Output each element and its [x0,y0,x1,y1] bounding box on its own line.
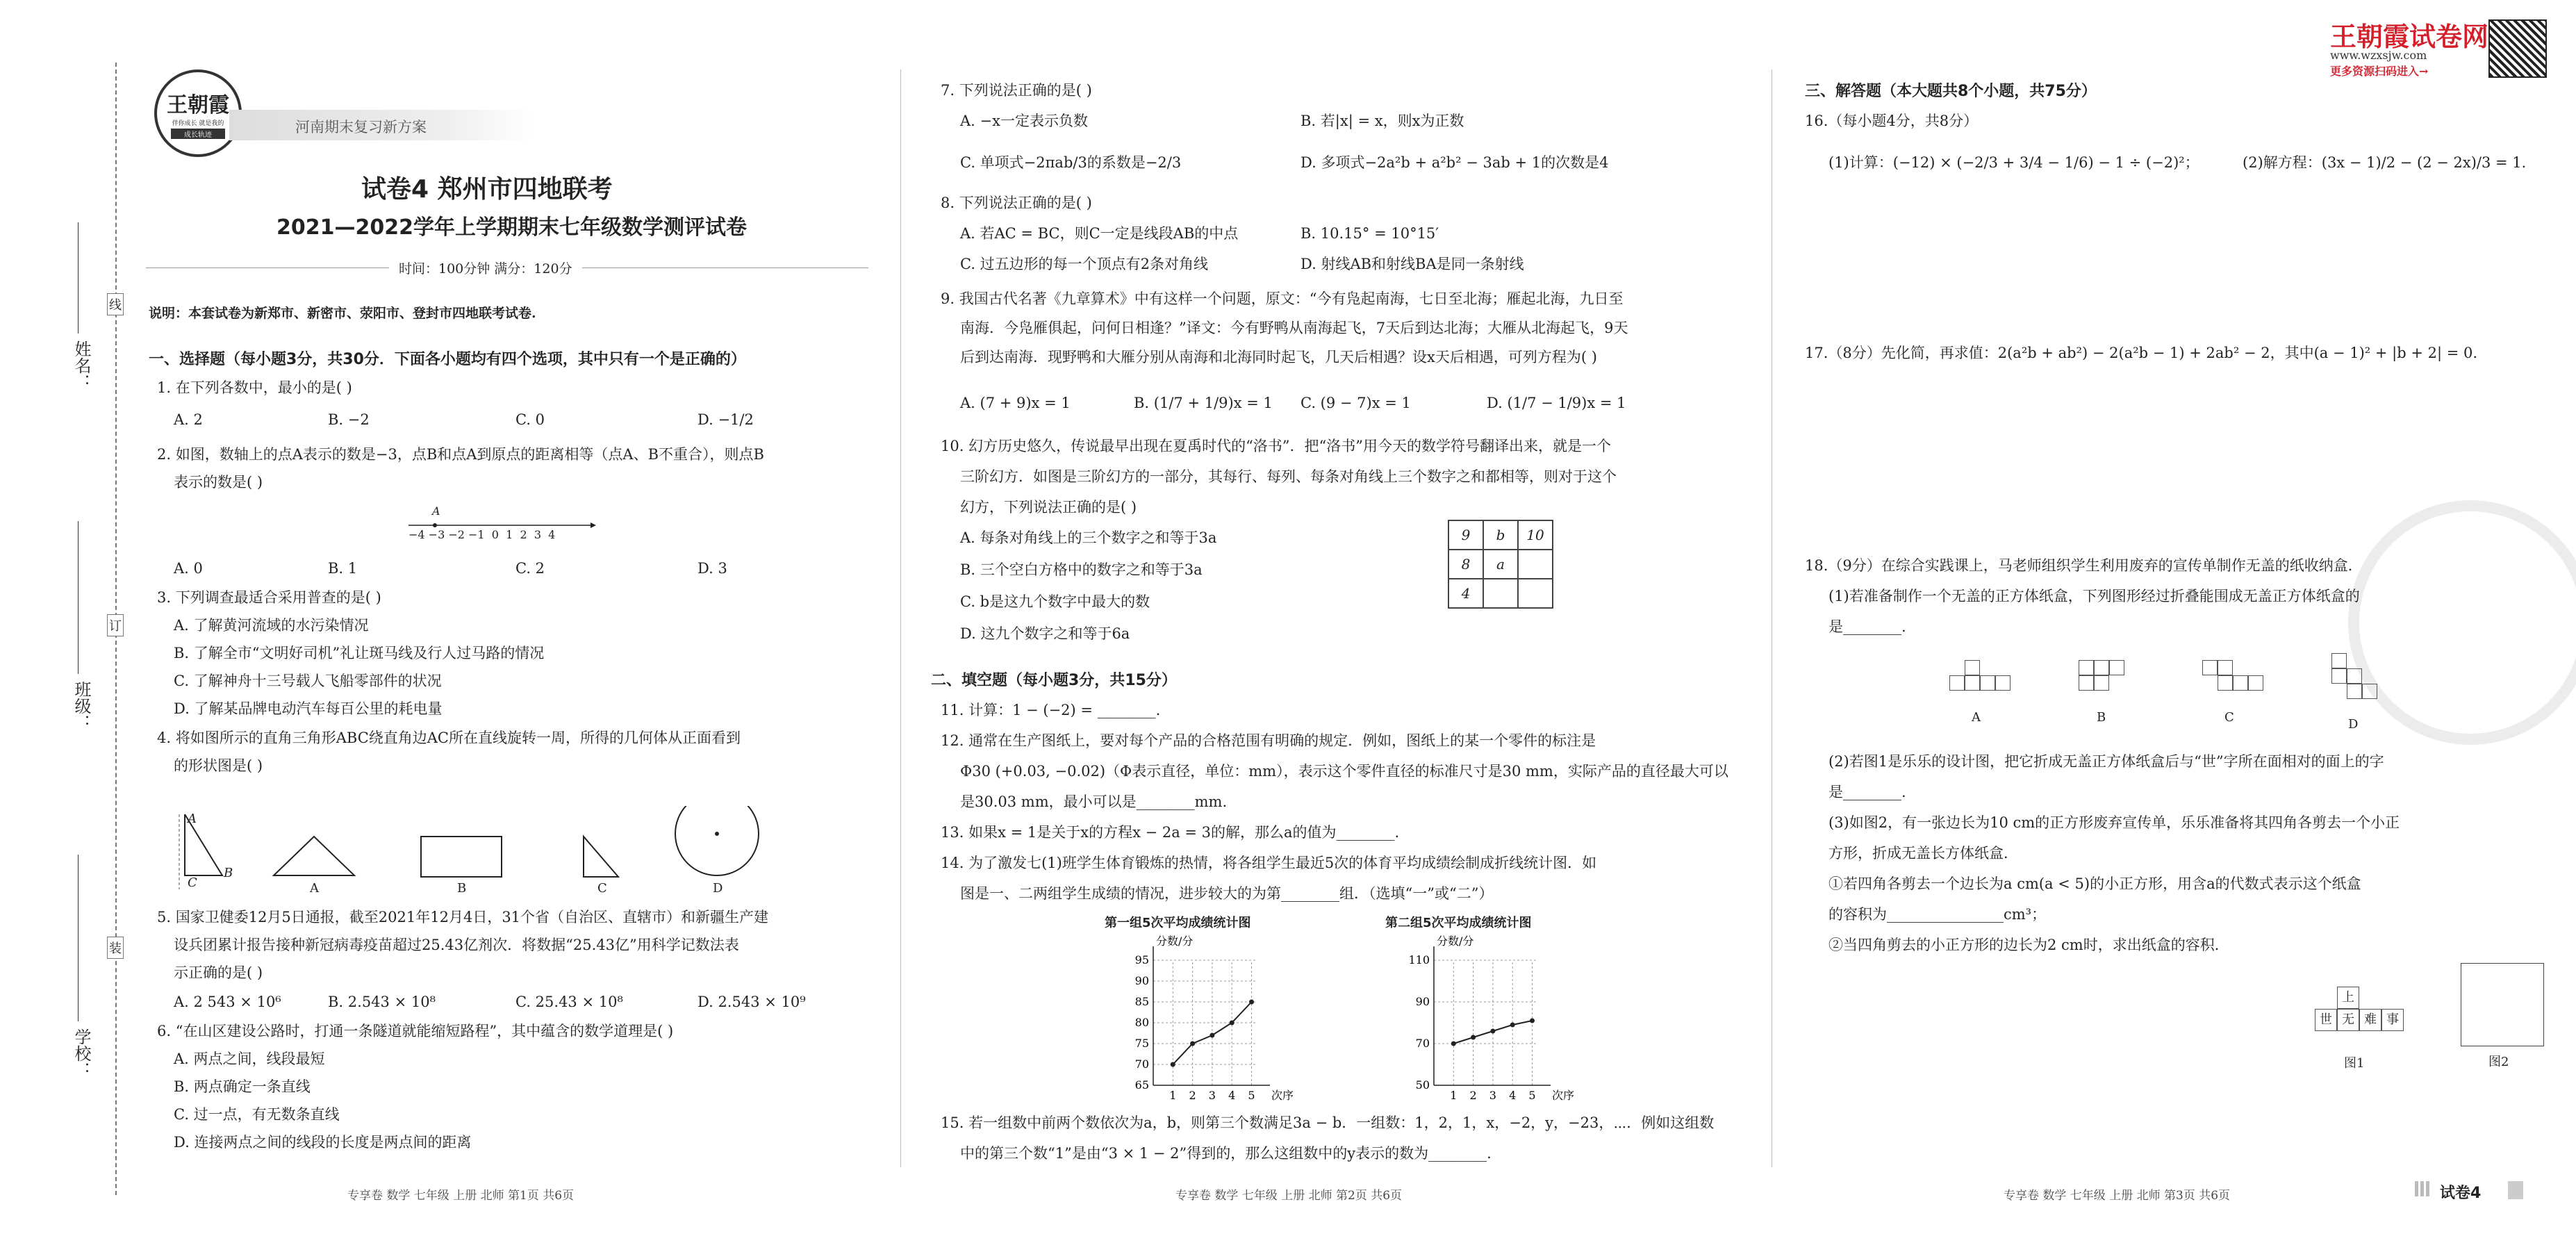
q5-stem3: 示正确的是( ) [174,964,263,981]
net-a-square [1980,675,1995,691]
y-tick-label: 80 [1134,1016,1149,1029]
x-tick-label: 3 [1208,1089,1216,1102]
q5-option-b: B. 2.543 × 10⁸ [328,994,436,1010]
q18-line5: 是________. [1828,784,1906,800]
number-line-ticks: −4 −3 −2 −1 0 1 2 3 4 [408,528,556,541]
net-b-square [2094,660,2109,675]
magic-cell [1518,550,1553,579]
q16-part2: (2)解方程：(3x − 1)/2 − (2 − 2x)/3 = 1. [2243,154,2527,171]
magic-cell: a [1483,550,1518,579]
y-tick-label: 50 [1415,1078,1430,1092]
chart-group2 [1385,913,1615,1114]
x-tick-label: 1 [1450,1089,1458,1102]
y-axis-label: 分数/分 [1437,935,1474,948]
magic-cell: 8 [1448,550,1483,579]
q14-line1: 14. 为了激发七(1)班学生体育锻炼的热情，将各组学生最近5次的体育平均成绩绘制成折线统计图．如 [941,855,1597,871]
q4-figures-svg [174,806,799,896]
class-label: 班级： [72,681,91,731]
q18-line2: (1)若准备制作一个无盖的正方体纸盒，下列图形经过折叠能围成无盖正方体纸盒的 [1828,588,2360,604]
net-c-square [2218,660,2233,675]
cube-nets [1945,653,2376,743]
q8-stem: 8. 下列说法正确的是( ) [941,195,1092,211]
number-line-point-a: A [432,504,440,518]
qr-code-icon[interactable] [2488,19,2547,78]
net-label-d: D [2348,717,2359,732]
x-tick-label: 4 [1509,1089,1517,1102]
net-label-c: C [2224,710,2234,725]
q9-stem3: 后到达南海．现野鸭和大雁分别从南海和北海同时起飞，几天后相遇？设x天后相遇，可列方程为( ) [960,349,1597,365]
x-tick-label: 5 [1248,1089,1255,1102]
q5-option-c: C. 25.43 × 10⁸ [515,994,623,1010]
fig2-label: 图2 [2488,1055,2509,1069]
q10-stem3: 幻方，下列说法正确的是( ) [960,499,1137,516]
magic-cell [1483,579,1518,608]
q18-line9: 的容积为________________cm³； [1828,906,2047,923]
data-point [1190,1042,1195,1046]
chart1-title: 第一组5次平均成绩统计图 [1105,916,1251,930]
q12-line1: 12. 通常在生产图纸上，要对每个产品的合格范围有明确的规定．例如，图纸上的某一个零件的标注是 [941,732,1596,749]
fig1-cell: 难 [2359,1009,2381,1031]
fig1-cell: 上 [2337,987,2359,1009]
logo-text: 王朝霞 [167,93,229,117]
q4-option-d: D [713,881,723,896]
net-c-square [2233,675,2248,691]
q10-option-c: C. b是这九个数字中最大的数 [960,593,1150,610]
magic-cell [1518,579,1553,608]
section2-heading: 二、填空题（每小题3分，共15分） [931,672,1177,689]
y-tick-label: 70 [1415,1037,1430,1050]
section3-heading: 三、解答题（本大题共8个小题，共75分） [1805,83,2097,100]
x-tick-label: 3 [1489,1089,1496,1102]
q4-option-a: A [310,881,319,896]
footer-page1: 专享卷 数学 七年级 上册 北师 第1页 共6页 [347,1189,575,1203]
margin-mark-xian: 线 [107,293,124,315]
chart2-svg [1385,932,1615,1113]
q4-option-b: B [457,881,467,896]
q18-line3: 是________. [1828,618,1906,635]
footer-page2: 专享卷 数学 七年级 上册 北师 第2页 共6页 [1175,1189,1403,1203]
q4-label-a: A [188,812,197,826]
x-tick-label: 2 [1189,1089,1196,1102]
data-point [1171,1062,1175,1067]
q15-line1: 15. 若一组数中前两个数依次为a，b，则第三个数满足3a − b．一组数：1，2，1，x，−2，y，−23，⋯．例如这组数 [941,1114,1715,1131]
q7-option-c: C. 单项式−2πab/3的系数是−2/3 [960,154,1182,171]
q7-option-a: A. −x一定表示负数 [960,113,1088,129]
q12-line3: 是30.03 mm，最小可以是________mm. [960,793,1228,810]
y-tick-label: 85 [1134,995,1149,1008]
q7-stem: 7. 下列说法正确的是( ) [941,82,1092,99]
data-point [1530,1019,1535,1023]
fig1-cell: 无 [2337,1009,2359,1031]
data-point [1230,1021,1235,1026]
q6-stem: 6. “在山区建设公路时，打通一条隧道就能缩短路程”，其中蕴含的数学道理是( ) [157,1023,674,1039]
net-d-square [2347,684,2362,699]
net-b-square [2109,660,2124,675]
q4-figures [174,806,799,896]
q17: 17.（8分）先化简，再求值：2(a²b + ab²) − 2(a²b − 1) + 2ab² − 2，其中(a − 1)² + |b + 2| = 0. [1805,345,2478,361]
q16-part1: (1)计算：(−12) × (−2/3 + 3/4 − 1/6) − 1 ÷ (−2)²； [1828,154,2199,171]
x-tick-label: 1 [1169,1089,1177,1102]
q5-option-d: D. 2.543 × 10⁹ [697,994,806,1010]
q2-stem2: 表示的数是( ) [174,474,263,491]
q18-line1: 18.（9分）在综合实践课上，马老师组织学生利用废弃的宣传单制作无盖的纸收纳盒． [1805,557,2363,574]
q6-option-a: A. 两点之间，线段最短 [174,1051,325,1067]
magic-square [1448,520,1553,609]
q10-stem2: 三阶幻方．如图是三阶幻方的一部分，其每行、每列、每条对角线上三个数字之和都相等，则对于这个 [960,468,1617,485]
net-a-square [1965,660,1980,675]
net-label-b: B [2097,710,2106,725]
q10-stem1: 10. 幻方历史悠久，传说最早出现在夏禹时代的“洛书”．把“洛书”用今天的数学符号翻译出来，就是一个 [941,438,1612,454]
q2-option-a: A. 0 [174,560,203,577]
q16-stem: 16.（每小题4分，共8分） [1805,113,1979,129]
q13: 13. 如果x = 1是关于x的方程x − 2a = 3的解，那么a的值为________. [941,824,1400,841]
paper-subtitle: 2021—2022学年上学期期末七年级数学测评试卷 [276,215,747,240]
q9-option-b: B. (1/7 + 1/9)x = 1 [1134,395,1273,411]
q6-option-b: B. 两点确定一条直线 [174,1078,311,1095]
q3-option-d: D. 了解某品牌电动汽车每百公里的耗电量 [174,700,443,717]
q18-line7: 方形，折成无盖长方体纸盒． [1828,845,2018,862]
q9-option-d: D. (1/7 − 1/9)x = 1 [1487,395,1626,411]
q2-option-d: D. 3 [697,560,727,577]
magic-cell: 9 [1448,520,1483,550]
q6-option-c: C. 过一点，有无数条直线 [174,1106,340,1123]
school-label: 学校： [72,1028,91,1078]
x-tick-label: 5 [1528,1089,1536,1102]
footer-tag: 试卷4 [2440,1185,2482,1202]
q5-option-a: A. 2 543 × 10⁶ [174,994,281,1010]
y-tick-label: 95 [1134,953,1149,966]
brand-tagline: 更多资源扫码进入→ [2330,65,2429,78]
margin-mark-zhuang: 装 [107,937,124,959]
q10-option-b: B. 三个空白方格中的数字之和等于3a [960,561,1203,578]
q3-option-c: C. 了解神舟十三号载人飞船零部件的状况 [174,673,442,689]
q7-option-d: D. 多项式−2a²b + a²b² − 3ab + 1的次数是4 [1301,154,1609,171]
q7-option-b: B. 若|x| = x，则x为正数 [1301,113,1464,129]
net-c-square [2248,675,2263,691]
footer-page3: 专享卷 数学 七年级 上册 北师 第3页 共6页 [2004,1189,2231,1203]
chart2-title: 第二组5次平均成绩统计图 [1385,916,1532,930]
y-tick-label: 70 [1134,1057,1149,1071]
chart-group1 [1105,913,1334,1114]
brand-name: 王朝霞试卷网 [2330,22,2489,52]
net-a-square [1949,675,1965,691]
data-point [1451,1042,1456,1046]
data-point [1471,1035,1476,1040]
logo-sub2: 成长轨迹 [171,129,225,139]
chart1-svg [1105,932,1334,1113]
y-tick-label: 65 [1134,1078,1149,1092]
q1-option-c: C. 0 [515,411,545,428]
net-a-square [1995,675,2011,691]
q9-option-c: C. (9 − 7)x = 1 [1301,395,1411,411]
paper-title: 试卷4 郑州市四地联考 [361,175,613,204]
q3-stem: 3. 下列调查最适合采用普查的是( ) [157,589,381,606]
x-tick-label: 4 [1228,1089,1236,1102]
q1-option-d: D. −1/2 [697,411,754,428]
brand-url[interactable]: www.wzxsjw.com [2330,49,2427,62]
data-point [1249,1000,1254,1005]
q1-option-a: A. 2 [174,411,203,428]
data-point [1490,1029,1495,1034]
q4-stem2: 的形状图是( ) [174,757,263,774]
q18-line4: (2)若图1是乐乐的设计图，把它折成无盖正方体纸盒后与“世”字所在面相对的面上的字 [1828,753,2384,770]
note: 说明：本套试卷为新郑市、新密市、荥阳市、登封市四地联考试卷. [149,306,536,321]
logo-sub1: 伴你成长 就是我的 [172,120,224,127]
net-d-square [2362,684,2377,699]
q6-option-d: D. 连接两点之间的线段的长度是两点间的距离 [174,1134,472,1151]
fig1-cell: 世 [2315,1009,2337,1031]
q3-option-b: B. 了解全市“文明好司机”礼让斑马线及行人过马路的情况 [174,645,545,661]
q5-stem1: 5. 国家卫健委12月5日通报，截至2021年12月4日，31个省（自治区、直辖市）和新疆生产建 [157,909,769,925]
q18-line6: (3)如图2，有一张边长为10 cm的正方形废弃宣传单，乐乐准备将其四角各剪去一个小正 [1828,814,2400,831]
section1-heading: 一、选择题（每小题3分，共30分．下面各小题均有四个选项，其中只有一个是正确的） [149,351,746,368]
q2-stem1: 2. 如图，数轴上的点A表示的数是−3，点B和点A到原点的距离相等（点A、B不重合），则点B [157,446,764,463]
footer-deco [2415,1181,2430,1196]
data-point [1209,1033,1214,1038]
q18-line8: ①若四角各剪去一个边长为a cm(a < 5)的小正方形，用含a的代数式表示这个纸盒 [1828,875,2361,892]
figure1 [2311,987,2422,1070]
net-a-square [1965,675,1980,691]
net-c-square [2202,660,2218,675]
y-axis-label: 分数/分 [1156,935,1194,948]
q4-label-c: C [188,875,197,890]
watermark-seal [2348,500,2576,745]
q2-option-c: C. 2 [515,560,545,577]
q9-stem1: 9. 我国古代名著《九章算术》中有这样一个问题，原文：“今有凫起南海，七日至北海；雁起北海，九日至 [941,290,1624,307]
q4-label-b: B [224,866,233,880]
magic-cell: 10 [1518,520,1553,550]
q8-option-b: B. 10.15° = 10°15′ [1301,225,1439,242]
net-d-square [2331,668,2347,684]
fig1-label: 图1 [2344,1056,2365,1071]
q10-option-d: D. 这九个数字之和等于6a [960,625,1130,642]
time-line: 时间：100分钟 满分：120分 [389,258,582,277]
banner-text: 河南期末复习新方案 [295,119,427,135]
q4-stem1: 4. 将如图所示的直角三角形ABC绕直角边AC所在直线旋转一周，所得的几何体从正面看到 [157,730,741,746]
q18-line10: ②当四角剪去的小正方形的边长为2 cm时，求出纸盒的容积． [1828,937,2229,953]
net-b-square [2079,660,2094,675]
banner [229,110,535,140]
q14-line2: 图是一、二两组学生成绩的情况，进步较大的为第________组．（选填“一”或“二”） [960,885,1494,902]
q1-stem: 1. 在下列各数中，最小的是( ) [157,379,352,396]
q8-option-a: A. 若AC = BC，则C一定是线段AB的中点 [960,225,1239,242]
q2-option-b: B. 1 [328,560,358,577]
q1-option-b: B. −2 [328,411,370,428]
net-d-square [2331,653,2347,668]
fig1-cell: 事 [2381,1009,2404,1031]
q12-line2: Φ30 (+0.03, −0.02)（Φ表示直径，单位：mm），表示这个零件直径的标准尺寸是30 mm，实际产品的直径最大可以 [960,763,1728,780]
x-axis-label: 次序 [1271,1089,1294,1102]
column-divider-1 [900,69,901,1167]
y-tick-label: 110 [1408,953,1430,966]
magic-cell: 4 [1448,579,1483,608]
q15-line2: 中的第三个数“1”是由“3 × 1 − 2”得到的，那么这组数中的y表示的数为________. [960,1145,1492,1162]
q8-option-d: D. 射线AB和射线BA是同一条射线 [1301,256,1524,272]
y-tick-label: 90 [1415,995,1430,1008]
x-tick-label: 2 [1469,1089,1477,1102]
number-line [408,504,596,542]
q9-stem2: 南海．今凫雁俱起，问何日相逢？”译文：今有野鸭从南海起飞，7天后到达北海；大雁从北海起飞，9天 [960,320,1628,336]
y-tick-label: 90 [1134,974,1149,987]
q10-option-a: A. 每条对角线上的三个数字之和等于3a [960,529,1217,546]
q8-option-c: C. 过五边形的每一个顶点有2条对角线 [960,256,1209,272]
magic-cell: b [1483,520,1518,550]
y-tick-label: 75 [1134,1037,1149,1050]
q11: 11. 计算：1 − (−2) = ________. [941,702,1161,718]
net-b-square [2079,675,2094,691]
figure2 [2461,963,2550,1074]
margin-mark-ding: 订 [107,614,124,636]
q4-option-c: C [597,881,607,896]
q9-option-a: A. (7 + 9)x = 1 [960,395,1071,411]
name-underline [78,222,79,334]
class-underline [78,521,79,674]
q3-option-a: A. 了解黄河流域的水污染情况 [174,617,369,634]
net-c-square [2218,675,2233,691]
net-d-square [2347,668,2362,684]
net-b-square [2094,675,2109,691]
x-axis-label: 次序 [1552,1089,1575,1102]
data-point [1510,1023,1515,1028]
fig2-square [2461,963,2544,1046]
net-label-a: A [1972,710,1981,725]
footer-tab [2508,1181,2523,1199]
q5-stem2: 设兵团累计报告接种新冠病毒疫苗超过25.43亿剂次．将数据“25.43亿”用科学记数法表 [174,937,739,953]
school-underline [78,855,79,1021]
name-label: 姓名： [72,340,91,390]
